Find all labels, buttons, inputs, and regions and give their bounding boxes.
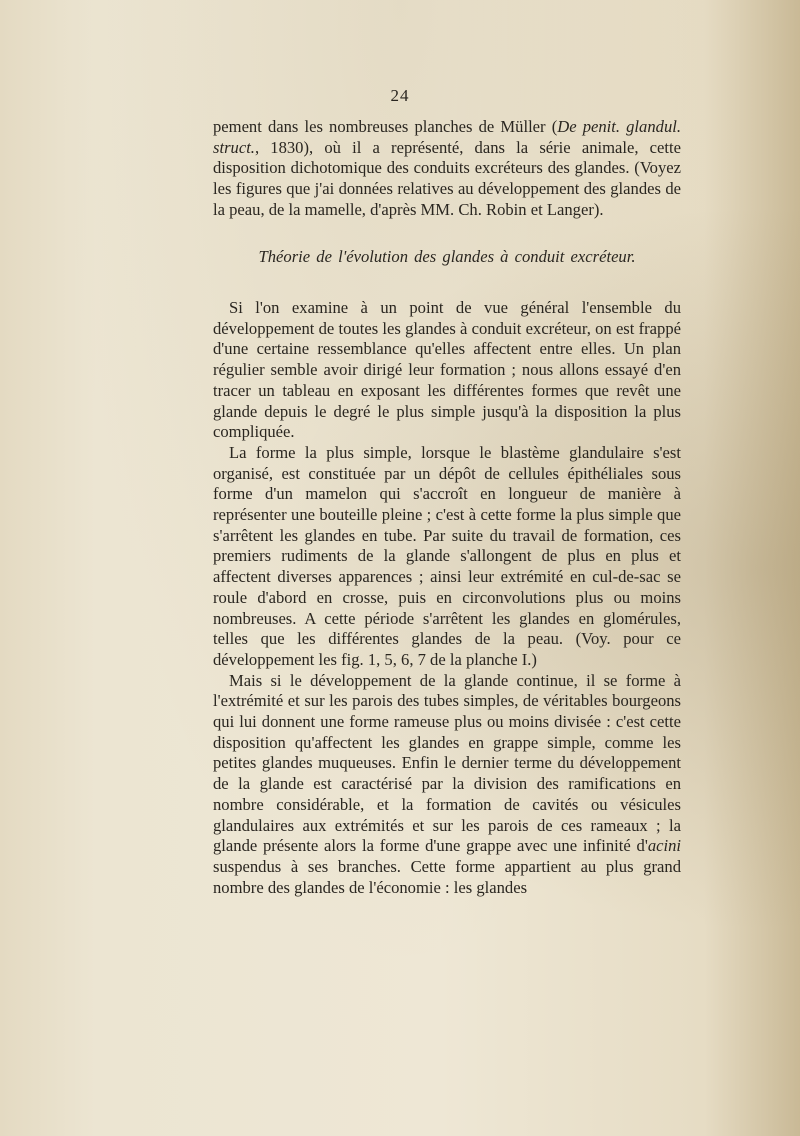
paragraph-3-end: suspendus à ses branches. Cette forme appartient au plus grand nombre des glandes de l'économie : les glandes [213, 856, 681, 897]
paragraph-3 [213, 671, 681, 899]
paragraph-2: La forme la plus simple, lorsque le blastème glandulaire s'est organisé, est constituée par un dépôt de cellules épithéliales sous forme d'un mamelon qui s'accroît en longueur de manière à représenter une bouteille pleine ; c'est à cette forme la plus simple que s'arrêtent les glandes en tube. Par suite du travail de formation, ces premiers rudiments de la glande s'allongent de plus en plus et affectent diverses apparences ; ainsi leur extrémité en cul-de-sac se roule d'abord en crosse, puis en circonvolutions plus ou moins nombreuses. A cette période s'arrêtent les glandes en glomérules, telles que les différentes glandes de la peau. (Voy. pour ce développement les fig. 1, 5, 6, 7 de la planche I.) [213, 442, 681, 669]
continuation-after-ref: , 1830), où il a représenté, dans la série animale, cette disposition dichotomique des conduits excréteurs des glandes. (Voyez les figures que j'ai données relatives au développement des glandes de la peau, de la mamelle, d'après MM. Ch. Robin et Langer). [213, 137, 681, 219]
paragraph-3-italic-term: acini [647, 836, 681, 856]
continuation-paragraph [213, 117, 681, 221]
bibliographic-reference: De penit. glandul. struct. [213, 117, 681, 157]
continuation-text [213, 117, 681, 221]
page-number: 24 [390, 86, 410, 105]
section-heading: Théorie de l'évolution des glandes à conduit excréteur. [258, 247, 636, 266]
body-text [213, 298, 681, 898]
paragraph-1: Si l'on examine à un point de vue général l'ensemble du développement de toutes les glandes à conduit excréteur, on est frappé d'une certaine ressemblance qu'elles affectent entre elles. Un plan régulier semble avoir dirigé leur formation ; nous allons essayé d'en tracer un tableau en exposant les différentes formes que revêt une glande depuis le degré le plus simple jusqu'à la disposition la plus compliquée. [213, 298, 681, 442]
paragraph-3-start: Mais si le développement de la glande continue, il se forme à l'extrémité et sur les parois des tubes simples, de véritables bourgeons qui lui donnent une forme rameuse plus ou moins divisée : c'est cette disposition qu'affectent les glandes en grappe simple, comme les petites glandes muqueuses. Enfin le dernier terme du développement de la glande est caractérisé par la division des ramifications en nombre considérable, et la formation de cavités ou vésicules glandulaires aux extrémités et sur les parois de ces rameaux ; la glande présente alors la forme d'une grappe avec une infinité d' [213, 670, 681, 856]
continuation-before-ref: pement dans les nombreuses planches de Müller ( [213, 117, 558, 136]
